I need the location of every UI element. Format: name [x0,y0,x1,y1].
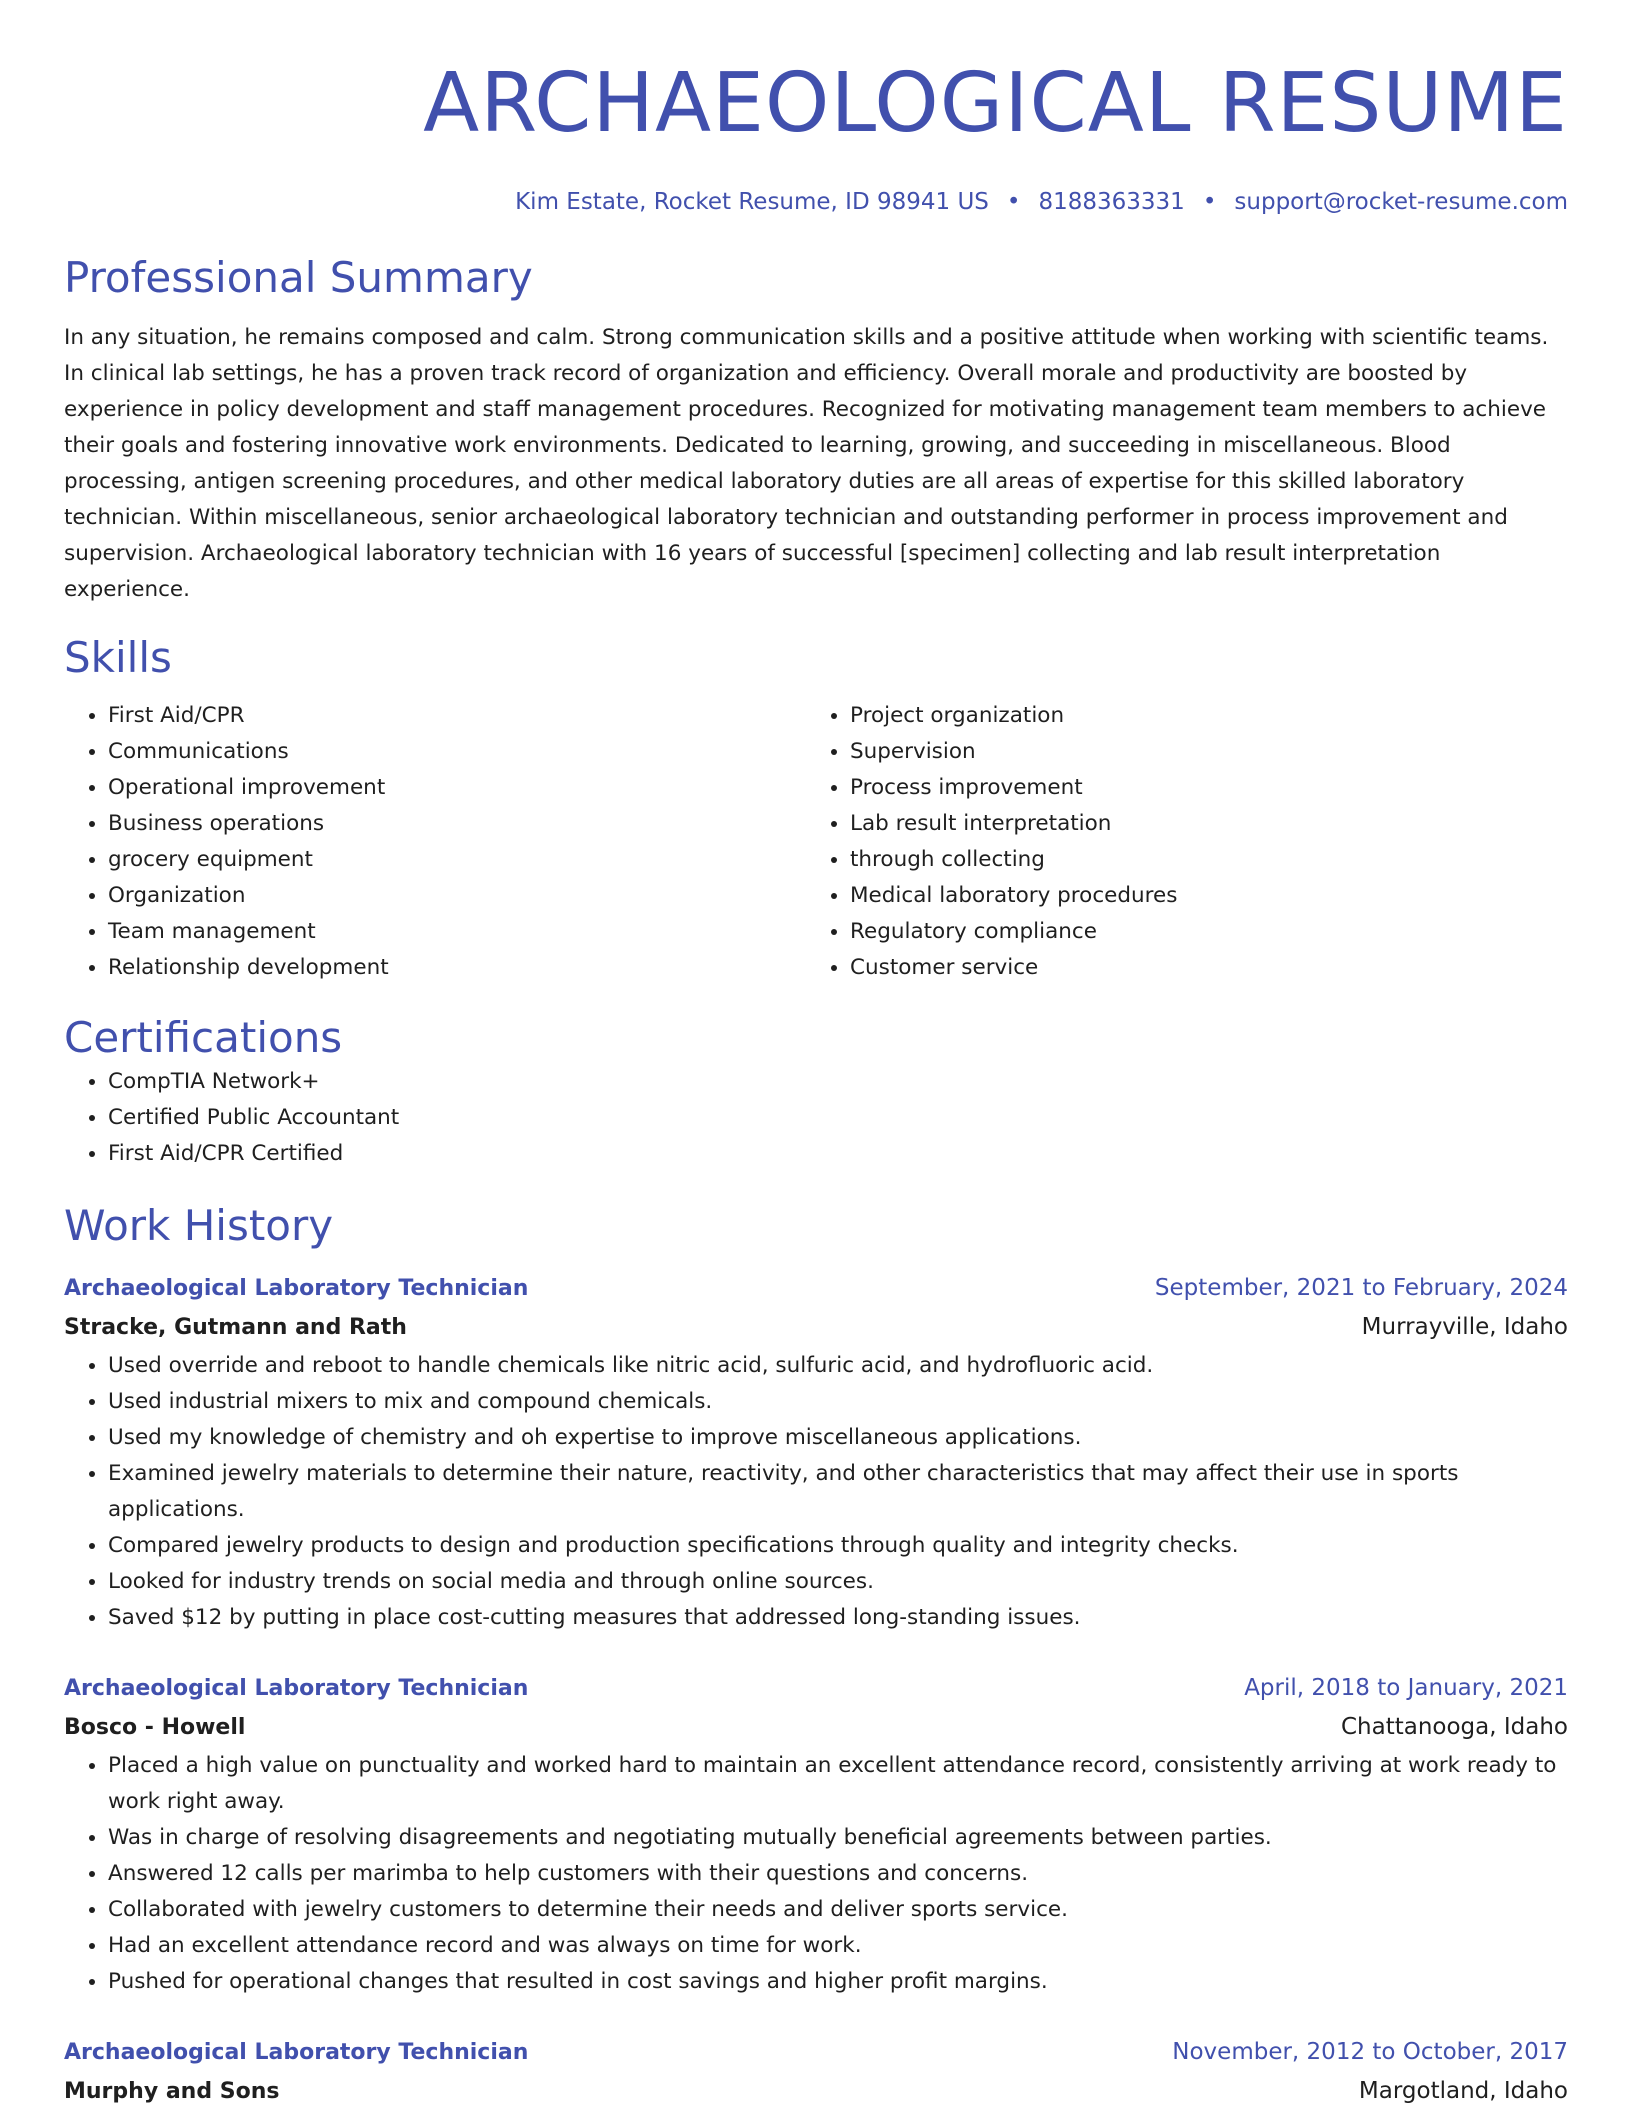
skill-item: • Team management [108,914,806,950]
skills-list-left [64,698,806,986]
job-location: Margotland, Idaho [1358,2078,1568,2104]
job-duty-item: • Was in charge of resolving disagreements and negotiating mutually beneficial agreements between parties. [108,1820,1568,1856]
certifications-list [64,1064,1568,1172]
job-company: Bosco - Howell [64,1715,246,1740]
skill-item: • grocery equipment [108,842,806,878]
job-company-row [64,1307,1568,1348]
skill-item: • Relationship development [108,950,806,986]
skill-item: • through collecting [850,842,1548,878]
contact-separator: • [1006,189,1021,215]
skills-heading: Skills [64,633,172,682]
resume-header [64,56,1568,216]
skill-item: • Project organization [850,698,1548,734]
job-title-row [64,2034,1568,2071]
job-duty-item: • Had an excellent attendance record and was always on time for work. [108,1928,1568,1964]
contact-phone: 8188363331 [1038,189,1185,215]
contact-row [64,188,1568,216]
summary-section [64,252,1568,608]
job-location: Murrayville, Idaho [1361,1314,1568,1340]
summary-text: In any situation, he remains composed and calm. Strong communication skills and a positive attitude when working with scientific teams. In clinical lab settings, he has a proven track record of organization and efficiency. Overall morale and productivity are boosted by experience in policy development and staff management procedures. Recognized for motivating management team members to achieve their goals and fostering innovative work environments. Dedicated to learning, growing, and succeeding in miscellaneous. Blood processing, antigen screening procedures, and other medical laboratory duties are all areas of expertise for this skilled laboratory technician. Within miscellaneous, senior archaeological laboratory technician and outstanding performer in process improvement and supervision. Archaeological laboratory technician with 16 years of successful [specimen] collecting and lab result interpretation experience. [64,325,1549,602]
job-title-row [64,1270,1568,1307]
contact-separator: • [1202,189,1217,215]
work-history-section [64,1200,1568,2112]
job-dates: November, 2012 to October, 2017 [1172,2039,1568,2065]
summary-heading: Professional Summary [64,253,533,302]
job-entry [64,1270,1568,1636]
skill-item: • Business operations [108,806,806,842]
job-duties-list [64,1748,1568,2000]
skill-item: • Medical laboratory procedures [850,878,1548,914]
job-duty-item: • Compared jewelry products to design and production specifications through quality and integrity checks. [108,1528,1568,1564]
job-duty-item: • Used my knowledge of chemistry and oh expertise to improve miscellaneous applications. [108,1420,1568,1456]
certification-item: • First Aid/CPR Certified [108,1136,1568,1172]
skill-item: • Operational improvement [108,770,806,806]
job-duties-list [64,1348,1568,1636]
skills-column-right [806,698,1548,986]
skill-item: • Supervision [850,734,1548,770]
job-title: Archaeological Laboratory Technician [64,1676,529,1701]
skills-section [64,632,1568,986]
job-duty-item: • Collaborated with jewelry customers to determine their needs and deliver sports service. [108,1892,1568,1928]
job-company: Murphy and Sons [64,2079,280,2104]
skill-item: • Lab result interpretation [850,806,1548,842]
job-duty-item: • Answered 12 calls per marimba to help customers with their questions and concerns. [108,1856,1568,1892]
work-history-heading: Work History [64,1201,334,1250]
contact-address: Kim Estate, Rocket Resume, ID 98941 US [515,189,989,215]
certification-item: • Certified Public Accountant [108,1100,1568,1136]
job-duty-item: • Placed a high value on punctuality and worked hard to maintain an excellent attendance record, consistently arriving at work ready to work right away. [108,1748,1568,1820]
certification-item: • CompTIA Network+ [108,1064,1568,1100]
skills-list-right [806,698,1548,986]
job-title: Archaeological Laboratory Technician [64,2040,529,2065]
job-duty-item: • Used industrial mixers to mix and compound chemicals. [108,1384,1568,1420]
certifications-heading: Certifications [64,1013,343,1062]
skill-item: • Organization [108,878,806,914]
skill-item: • Regulatory compliance [850,914,1548,950]
job-location: Chattanooga, Idaho [1340,1714,1568,1740]
job-title-row [64,1670,1568,1707]
resume-page [64,0,1568,2112]
job-entry [64,1670,1568,2000]
skills-column-left [64,698,806,986]
skill-item: • First Aid/CPR [108,698,806,734]
job-entry [64,2034,1568,2112]
certifications-section [64,1012,1568,1172]
job-dates: September, 2021 to February, 2024 [1154,1275,1568,1301]
job-company-row [64,1707,1568,1748]
resume-title: ARCHAEOLOGICAL RESUME [423,56,1568,151]
skills-columns [64,698,1568,986]
job-duty-item: • Used override and reboot to handle chemicals like nitric acid, sulfuric acid, and hydrofluoric acid. [108,1348,1568,1384]
skill-item: • Customer service [850,950,1548,986]
job-title: Archaeological Laboratory Technician [64,1276,529,1301]
job-duty-item: • Saved $12 by putting in place cost-cutting measures that addressed long-standing issues. [108,1600,1568,1636]
job-duty-item: • Examined jewelry materials to determine their nature, reactivity, and other characteristics that may affect their use in sports applications. [108,1456,1568,1528]
job-duty-item: • Looked for industry trends on social media and through online sources. [108,1564,1568,1600]
contact-email[interactable]: support@rocket-resume.com [1234,189,1568,215]
job-company: Stracke, Gutmann and Rath [64,1315,407,1340]
skill-item: • Communications [108,734,806,770]
skill-item: • Process improvement [850,770,1548,806]
job-duty-item: • Pushed for operational changes that resulted in cost savings and higher profit margins. [108,1964,1568,2000]
job-company-row [64,2071,1568,2112]
job-dates: April, 2018 to January, 2021 [1244,1675,1568,1701]
